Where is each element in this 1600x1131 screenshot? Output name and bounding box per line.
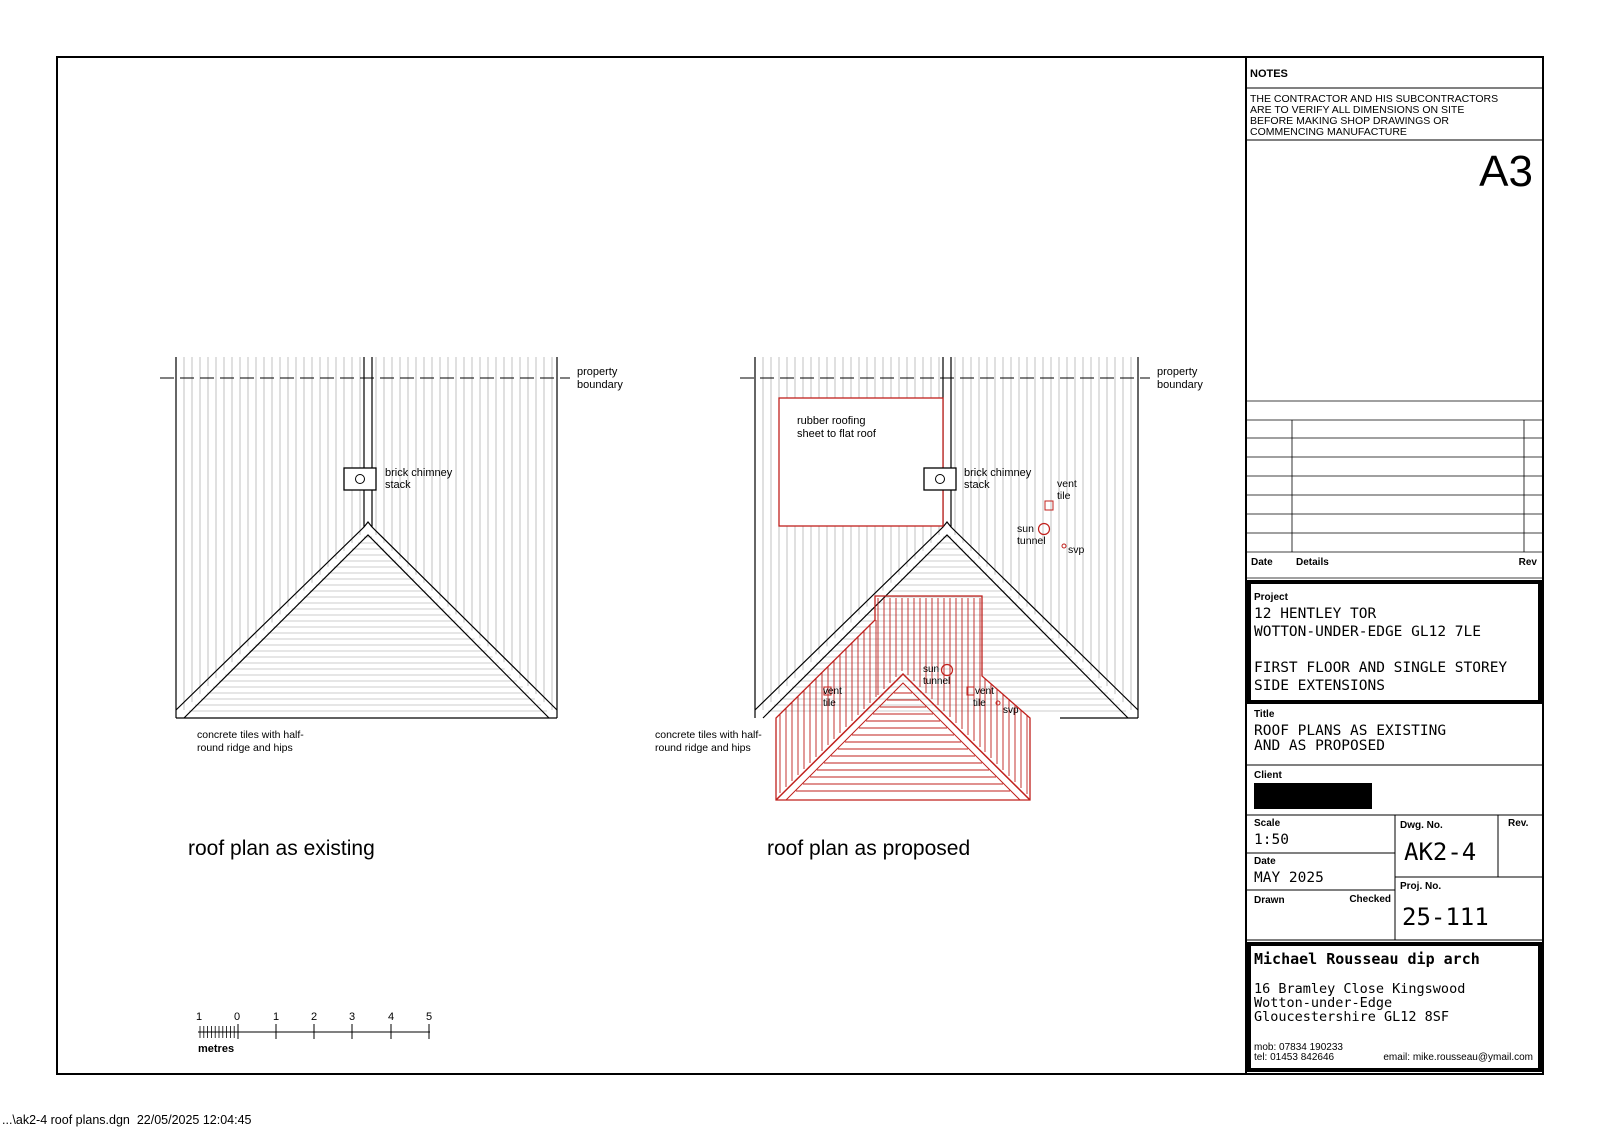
chimney-stack	[344, 468, 376, 490]
svg-text:svp	[1003, 705, 1019, 716]
vent-tile-label: vent	[975, 686, 994, 697]
svp-label: svp	[1003, 705, 1019, 716]
rubber-roofing-label: rubber roofing	[797, 415, 866, 427]
dwg-no-label: Dwg. No.	[1400, 820, 1443, 831]
svg-text:FIRST FLOOR AND SINGLE STOREY	[1254, 660, 1507, 676]
svg-text:Title	[1254, 709, 1275, 720]
svg-text:ROOF PLANS AS EXISTING	[1254, 723, 1446, 739]
svp-icon	[1062, 544, 1066, 548]
svg-text:SIDE EXTENSIONS	[1254, 678, 1385, 694]
sun-tunnel-label: tunnel	[1017, 535, 1046, 547]
svg-text:boundary	[1157, 379, 1203, 391]
svg-text:Date	[1254, 856, 1276, 867]
notes-line: BEFORE MAKING SHOP DRAWINGS OR	[1250, 115, 1449, 127]
tiles-label: round ridge and hips	[197, 742, 293, 754]
plot-timestamp: 22/05/2025 12:04:45	[136, 1113, 252, 1127]
svg-text:sheet to flat roof	[797, 428, 877, 440]
roof-plan-existing	[160, 357, 623, 860]
sun-tunnel-label: sun	[1017, 523, 1034, 535]
boundary-label: boundary	[1157, 379, 1203, 391]
svg-text:tunnel	[1017, 535, 1046, 547]
project-line: FIRST FLOOR AND SINGLE STOREY	[1254, 660, 1508, 676]
tiles-label: concrete tiles with half-	[197, 729, 304, 741]
title-label: Title	[1254, 709, 1275, 720]
scale-value: 1:50	[1254, 832, 1289, 848]
svg-text:vent	[1057, 478, 1077, 490]
roof-plan-proposed	[655, 357, 1203, 860]
svp-label: svp	[1068, 544, 1085, 556]
vent-tile-label: vent	[823, 686, 842, 697]
scale-tick-label: 5	[426, 1011, 433, 1023]
svg-text:property	[577, 366, 618, 378]
client-redaction	[1254, 783, 1372, 809]
svg-text:Client	[1254, 770, 1282, 781]
notes-line: ARE TO VERIFY ALL DIMENSIONS ON SITE	[1250, 104, 1465, 116]
scale-tick-label: 4	[388, 1011, 395, 1023]
architect-address: Wotton-under-Edge	[1254, 995, 1393, 1011]
svg-text:Dwg. No.	[1400, 820, 1443, 831]
svg-text:4	[388, 1011, 394, 1023]
svg-text:2	[311, 1011, 317, 1023]
sun-tunnel-label: sun	[923, 664, 940, 675]
file-path: ...\ak2-4 roof plans.dgn	[2, 1113, 130, 1127]
svg-text:12 HENTLEY TOR	[1254, 606, 1376, 622]
svg-text:metres	[198, 1043, 234, 1055]
svg-text:25-111	[1402, 903, 1489, 931]
svg-text:vent	[975, 686, 994, 697]
architect-mobile: mob: 07834 190233	[1254, 1042, 1343, 1053]
notes-line: COMMENCING MANUFACTURE	[1250, 126, 1407, 138]
svg-text:svp	[1068, 544, 1085, 556]
svg-text:stack	[385, 479, 411, 491]
checked-label: Checked	[1349, 894, 1391, 905]
sheet-size: A3	[1479, 147, 1533, 196]
vent-tile-icon	[1045, 501, 1053, 510]
svg-text:AK2-4	[1404, 838, 1476, 866]
svg-text:AND AS PROPOSED	[1254, 738, 1385, 754]
svg-text:Project	[1254, 592, 1289, 603]
scale-tick-label: 1	[196, 1011, 203, 1023]
svg-text:Proj. No.	[1400, 881, 1441, 892]
svg-text:round ridge and hips	[197, 742, 293, 754]
title-line: AND AS PROPOSED	[1254, 738, 1385, 754]
rev-details-header: Details	[1296, 557, 1329, 568]
roof-outline	[176, 357, 557, 718]
architect-name: Michael Rousseau dip arch	[1254, 950, 1480, 968]
proj-no-label: Proj. No.	[1400, 881, 1442, 892]
boundary-label: property	[1157, 366, 1198, 378]
svg-text:sun	[1017, 523, 1034, 535]
sun-tunnel-icon	[942, 665, 953, 676]
svg-text:MAY 2025	[1254, 870, 1324, 886]
proposed-caption: roof plan as proposed	[767, 837, 971, 860]
svg-text:3	[349, 1011, 355, 1023]
plot-footer	[2, 1113, 252, 1127]
svg-text:A3	[1479, 147, 1533, 196]
svg-text:Checked	[1349, 894, 1391, 905]
svg-text:1	[196, 1011, 202, 1023]
existing-caption: roof plan as existing	[188, 837, 375, 860]
rubber-roofing-label: sheet to flat roof	[797, 428, 876, 440]
chimney-label: stack	[385, 479, 411, 491]
svg-text:NOTES	[1250, 68, 1288, 80]
svg-text:tile	[823, 698, 836, 709]
vent-tile-label: vent	[1057, 478, 1077, 490]
architect-email: email: mike.rousseau@ymail.com	[1383, 1052, 1533, 1063]
rev-date-header: Date	[1251, 557, 1273, 568]
scale-bar	[196, 1011, 432, 1055]
svg-text:vent	[823, 686, 842, 697]
chimney-stack	[924, 468, 956, 490]
project-line: 12 HENTLEY TOR	[1254, 606, 1377, 622]
svg-text:round ridge and hips	[655, 742, 751, 754]
scale-tick-label: 1	[273, 1011, 280, 1023]
svg-text:Rev.	[1508, 818, 1529, 829]
svg-text:Drawn	[1254, 895, 1285, 906]
chimney-label: brick chimney	[385, 467, 453, 479]
svg-text:brick chimney	[385, 467, 453, 479]
svg-text:sun	[923, 664, 939, 675]
boundary-label: property	[577, 366, 618, 378]
rev-rev-header: Rev	[1518, 557, 1537, 568]
svg-text:COMMENCING MANUFACTURE	[1250, 126, 1407, 138]
svg-text:concrete tiles with half-	[655, 729, 762, 741]
notes-line: THE CONTRACTOR AND HIS SUBCONTRACTORS	[1250, 93, 1499, 105]
scale-label: Scale	[1254, 818, 1281, 829]
chimney-label: brick chimney	[964, 467, 1032, 479]
architect-phone: tel: 01453 842646	[1254, 1052, 1335, 1063]
scale-tick-label: 3	[349, 1011, 356, 1023]
architect-address: 16 Bramley Close Kingswood	[1254, 981, 1466, 997]
scale-unit-label: metres	[198, 1043, 235, 1055]
svg-text:email: mike.rousseau@ymail.com	[1383, 1052, 1533, 1063]
svg-text:tunnel	[923, 676, 950, 687]
scale-tick-label: 0	[234, 1011, 241, 1023]
vent-tile-label: tile	[1057, 490, 1071, 502]
roof-slope-hatching	[189, 537, 547, 711]
svg-text:1	[273, 1011, 279, 1023]
svg-text:Gloucestershire GL12 8SF	[1254, 1009, 1449, 1025]
rev-label: Rev.	[1508, 818, 1529, 829]
date-value: MAY 2025	[1254, 870, 1324, 886]
project-label: Project	[1254, 592, 1288, 603]
tiles-label: round ridge and hips	[655, 742, 751, 754]
date-label: Date	[1254, 856, 1276, 867]
svg-text:Michael Rousseau dip arch	[1254, 950, 1480, 968]
tiles-label: concrete tiles with half-	[655, 729, 762, 741]
svg-text:concrete tiles with half-	[197, 729, 304, 741]
svg-text:tile	[1057, 490, 1071, 502]
chimney-label: stack	[964, 479, 990, 491]
svg-text:rubber roofing	[797, 415, 866, 427]
scale-tick-label: 2	[311, 1011, 318, 1023]
revision-table	[1246, 401, 1543, 578]
svg-text:0	[234, 1011, 240, 1023]
vent-tile-label: tile	[973, 698, 986, 709]
svg-text:Scale	[1254, 818, 1281, 829]
svg-text:roof plan as existing	[188, 837, 375, 860]
dwg-no-value: AK2-4	[1404, 838, 1477, 866]
project-line: WOTTON-UNDER-EDGE GL12 7LE	[1254, 624, 1481, 640]
svg-text:tel: 01453 842646	[1254, 1052, 1335, 1063]
sun-tunnel-label: tunnel	[923, 676, 951, 687]
svg-text:Date	[1251, 557, 1273, 568]
svg-text:roof plan as proposed	[767, 837, 970, 860]
svg-text:boundary	[577, 379, 623, 391]
vent-tile-label: tile	[823, 698, 836, 709]
svg-text:1:50	[1254, 832, 1289, 848]
title-block	[1246, 57, 1543, 1074]
svg-text:property	[1157, 366, 1198, 378]
svg-text:WOTTON-UNDER-EDGE GL12 7LE	[1254, 624, 1481, 640]
svg-text:tile	[973, 698, 986, 709]
notes-heading: NOTES	[1250, 68, 1288, 80]
sun-tunnel-icon	[1039, 524, 1050, 535]
svg-text:brick chimney	[964, 467, 1032, 479]
extension-roof	[776, 596, 1030, 800]
boundary-label: boundary	[577, 379, 623, 391]
architect-address: Gloucestershire GL12 8SF	[1254, 1009, 1450, 1025]
svg-text:stack	[964, 479, 990, 491]
title-line: ROOF PLANS AS EXISTING	[1254, 723, 1447, 739]
drawn-label: Drawn	[1254, 895, 1285, 906]
project-line: SIDE EXTENSIONS	[1254, 678, 1385, 694]
svg-text:Details	[1296, 557, 1329, 568]
svg-text:5	[426, 1011, 432, 1023]
svg-text:Rev	[1519, 557, 1538, 568]
client-label: Client	[1254, 770, 1282, 781]
proj-no-value: 25-111	[1402, 903, 1489, 931]
